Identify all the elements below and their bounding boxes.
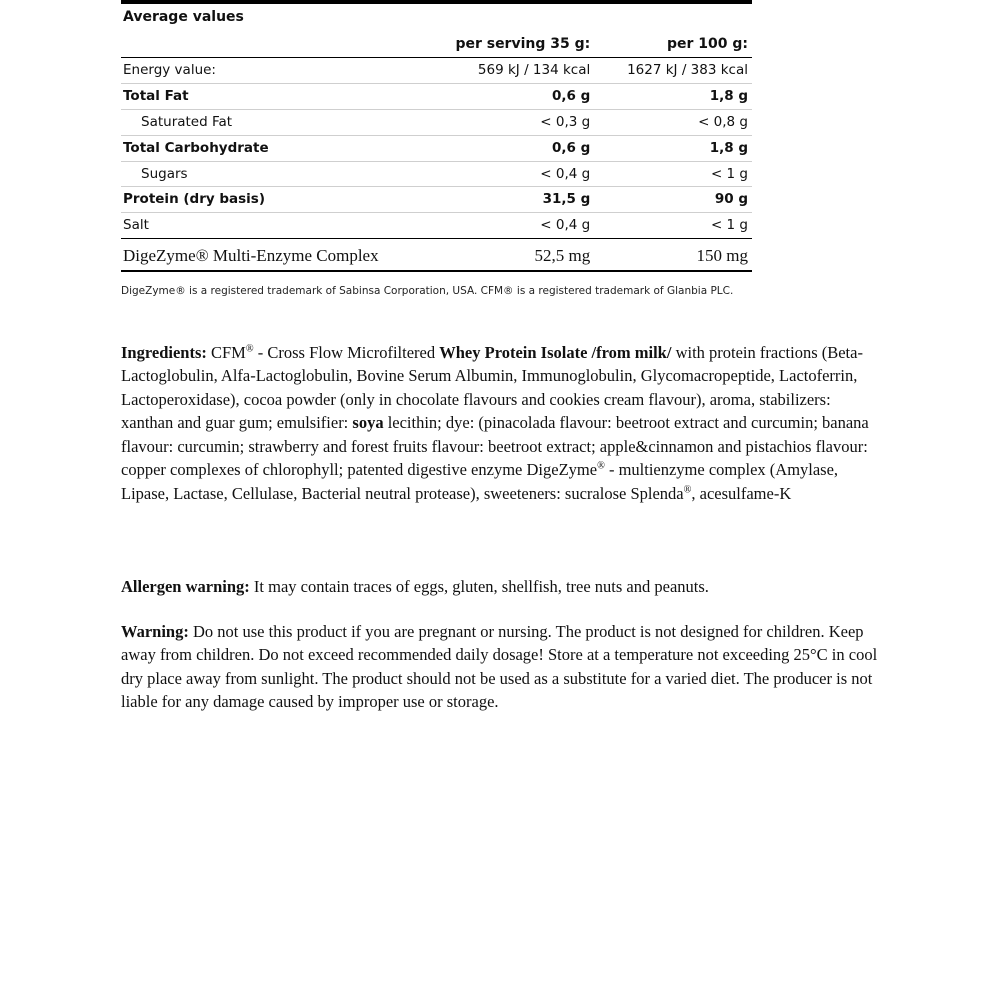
table-row xyxy=(121,58,752,84)
ingredients-sup-3: ® xyxy=(683,484,692,496)
ingredients-text-6: , acesulfame-K xyxy=(691,483,792,503)
row-label: Sugars xyxy=(121,161,418,187)
table-header-row xyxy=(121,32,752,58)
column-header-per-100g: per 100 g: xyxy=(594,32,752,58)
row-label: Total Carbohydrate xyxy=(121,135,418,161)
ingredients-text-1: CFM xyxy=(206,343,246,362)
table-row xyxy=(121,213,752,239)
row-value-per100: 150 mg xyxy=(594,239,752,271)
row-value-per100: < 1 g xyxy=(710,217,748,234)
table-row-average-values xyxy=(121,4,752,32)
table-row xyxy=(121,83,752,109)
ingredients-text-2: - Cross Flow Microfiltered xyxy=(253,343,440,362)
ingredients-sup-2: ® xyxy=(597,460,605,472)
table-row xyxy=(121,187,752,213)
column-header-per-serving: per serving 35 g: xyxy=(418,32,595,58)
ingredients-heading: Ingredients: xyxy=(121,343,207,362)
ingredients-text-4: lecithin; dye: (pinacolada flavour: beetroot extract and curcumin; banana flavour: curcumin; strawberry and forest fruits flavour: beetroot extract; apple&cinnamon and pistachios flavour: copper complexes of chlorophyll; patented digestive enzyme DigeZyme xyxy=(121,413,869,480)
warning-text: Do not use this product if you are pregnant or nursing. The product is not designed for children. Keep away from children. Do not exceed recommended daily dosage! Store at a temperature not exceeding 25°C in cool dry place away from sunlight. The product should not be used as a substitute for a varied diet. The producer is not liable for any damage caused by improper use or storage. xyxy=(121,622,878,712)
row-value-serving: 0,6 g xyxy=(418,135,595,161)
row-label: Saturated Fat xyxy=(121,109,418,135)
ingredients-bold-soya: soya xyxy=(352,413,384,433)
row-label: Protein (dry basis) xyxy=(121,187,418,213)
warning-heading: Warning: xyxy=(121,622,189,641)
row-value-per100: < 0,8 g xyxy=(594,109,752,135)
nutrition-facts-table xyxy=(121,0,752,272)
column-header-label xyxy=(121,32,418,58)
row-label: Total Fat xyxy=(121,83,418,109)
table-row-digezyme xyxy=(121,239,752,271)
row-label: Energy value: xyxy=(121,58,418,84)
row-value-per100: 90 g xyxy=(594,187,752,213)
ingredients-paragraph xyxy=(121,341,881,505)
row-value-per100: 1,8 g xyxy=(594,135,752,161)
row-label: Salt xyxy=(123,217,149,234)
row-value-per100: 1627 kJ / 383 kcal xyxy=(594,58,752,84)
row-value-serving: 0,6 g xyxy=(418,83,595,109)
average-values-spacer-1 xyxy=(418,4,595,32)
average-values-spacer-2 xyxy=(594,4,752,32)
row-value-serving: < 0,3 g xyxy=(418,109,595,135)
ingredients-bold-1: Whey Protein Isolate /from milk/ xyxy=(439,343,672,362)
ingredients-sup-1: ® xyxy=(245,343,254,355)
allergen-text: It may contain traces of eggs, gluten, shellfish, tree nuts and peanuts. xyxy=(249,577,709,596)
row-value-serving: 569 kJ / 134 kcal xyxy=(418,58,595,84)
trademark-note: DigeZyme® is a registered trademark of Sabinsa Corporation, USA. CFM® is a registered trademark of Glanbia PLC. xyxy=(121,285,734,297)
row-value-per100: < 1 g xyxy=(594,161,752,187)
average-values-title: Average values xyxy=(123,9,244,25)
warning-paragraph xyxy=(121,620,881,714)
row-value-serving: < 0,4 g xyxy=(418,161,595,187)
row-value-serving: 31,5 g xyxy=(418,187,595,213)
nutrition-table xyxy=(121,4,752,270)
row-label: DigeZyme® Multi-Enzyme Complex xyxy=(121,239,418,271)
table-bottom-rule xyxy=(121,270,752,272)
ingredients-text-3: with protein fractions (Beta-Lactoglobulin, Alfa-Lactoglobulin, Bovine Serum Albumin, Immunoglobulin, Glycomacropeptide, Lactoferrin, Lactoperoxidase), cocoa powder (only in chocolate flavours and cookies cream flavour), aroma, stabilizers: xanthan and guar gum; emulsifier: xyxy=(121,343,863,433)
row-value-serving: 52,5 mg xyxy=(418,239,595,271)
ingredients-text-5: - multienzyme complex (Amylase, Lipase, Lactase, Cellulase, Bacterial neutral protease), sweeteners: sucralose Splenda xyxy=(121,460,839,503)
row-value-serving: < 0,4 g xyxy=(540,217,591,234)
table-row xyxy=(121,161,752,187)
allergen-heading: Allergen warning: xyxy=(121,577,250,596)
table-row xyxy=(121,135,752,161)
allergen-warning-paragraph xyxy=(121,575,881,598)
table-row xyxy=(121,109,752,135)
row-value-per100: 1,8 g xyxy=(594,83,752,109)
